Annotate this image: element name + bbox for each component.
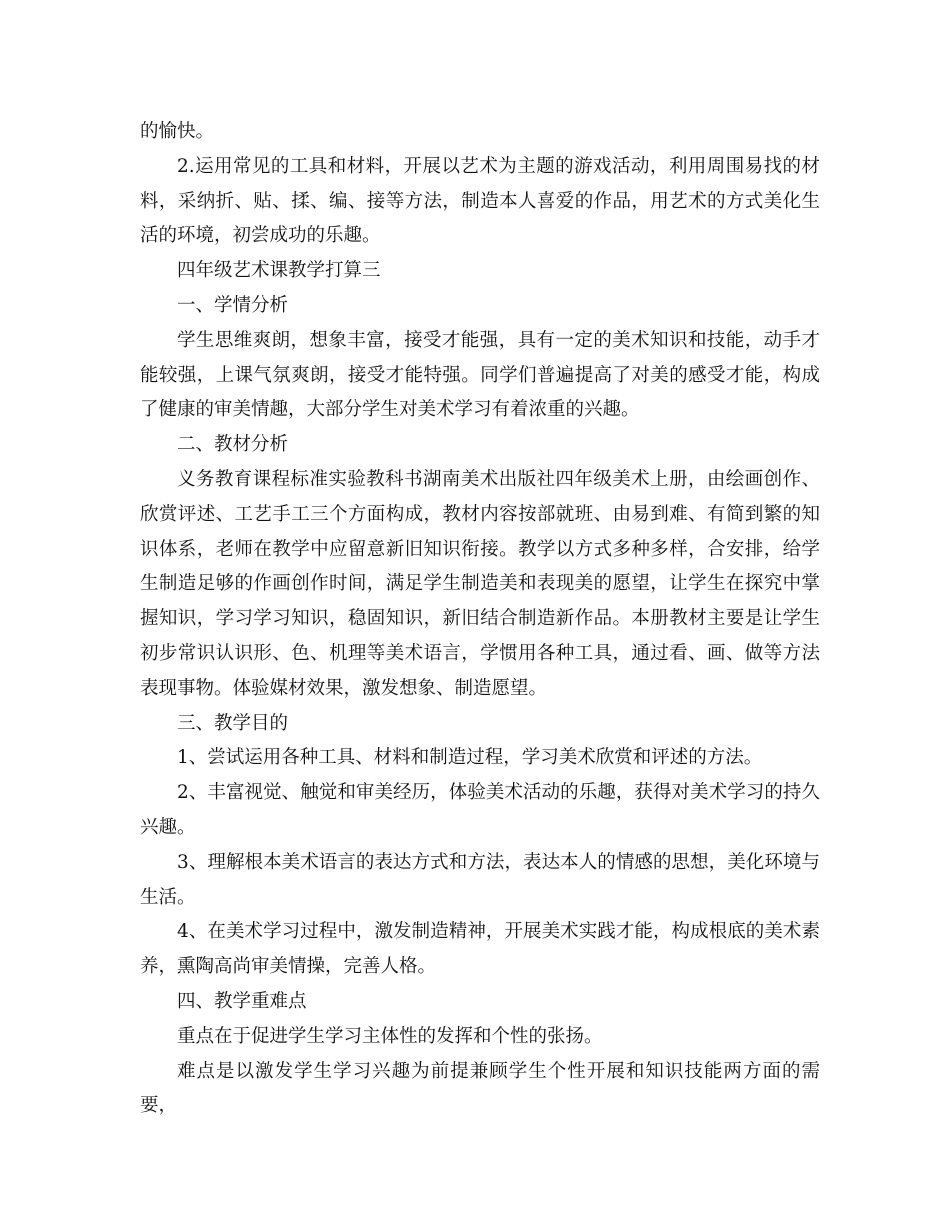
paragraph-key-point: 重点在于促进学生学习主体性的发挥和个性的张扬。 [177, 1025, 603, 1047]
paragraph-difficulty: 难点是以激发学生学习兴趣为前提兼顾学生个性开展和知识技能两方面的需要， [140, 1060, 820, 1117]
paragraph-textbook-analysis: 义务教育课程标准实验教科书湖南美术出版社四年级美术上册，由绘画创作、欣赏评述、工艺手工三个方面构成，教材内容按部就班、由易到难、有简到繁的知识体系，老师在教学中应留意新旧知识衔接。教学以方式多种多样，合安排，给学生制造足够的作画创作时间，满足学生制造美和表现美的愿望，让学生在探究中掌握知识，学习学习知识，稳固知识，新旧结合制造新作品。本册教材主要是让学生初步常识认识形、色、机理等美术语言，学惯用各种工具，通过看、画、做等方法表现事物。体验媒材效果，激发想象、制造愿望。 [140, 468, 820, 699]
paragraph-goal-item-4: 4、在美术学习过程中，激发制造精神，开展美术实践才能，构成根底的美术素养，熏陶高尚审美情操，完善人格。 [140, 921, 820, 978]
paragraph-goal-item-1: 1、尝试运用各种工具、材料和制造过程，学习美术欣赏和评述的方法。 [177, 747, 763, 769]
paragraph-student-analysis: 学生思维爽朗，想象丰富，接受才能强，具有一定的美术知识和技能，动手才能较强，上课气氛爽朗，接受才能特强。同学们普遍提高了对美的感受才能，构成了健康的审美情趣，大部分学生对美术学习有着浓重的兴趣。 [140, 329, 820, 421]
heading-student-analysis: 一、学情分析 [177, 294, 289, 316]
document-body [140, 115, 820, 1124]
paragraph-goal-item-3: 3、理解根本美术语言的表达方式和方法，表达本人的情感的思想，美化环境与生活。 [140, 851, 820, 908]
heading-key-difficulties: 四、教学重难点 [177, 990, 307, 1012]
section-title-plan-three: 四年级艺术课教学打算三 [177, 260, 381, 282]
paragraph-goal-item-2: 2、丰富视觉、触觉和审美经历，体验美术活动的乐趣，获得对美术学习的持久兴趣。 [140, 782, 820, 838]
heading-teaching-goals: 三、教学目的 [177, 712, 289, 734]
heading-textbook-analysis: 二、教材分析 [177, 434, 289, 456]
paragraph-goal-2: 2.运用常见的工具和材料，开展以艺术为主题的游戏活动，利用周围易找的材料，采纳折、贴、揉、编、接等方法，制造本人喜爱的作品，用艺术的方式美化生活的环境，初尝成功的乐趣。 [140, 155, 820, 247]
paragraph-continuation: 的愉快。 [140, 121, 215, 142]
